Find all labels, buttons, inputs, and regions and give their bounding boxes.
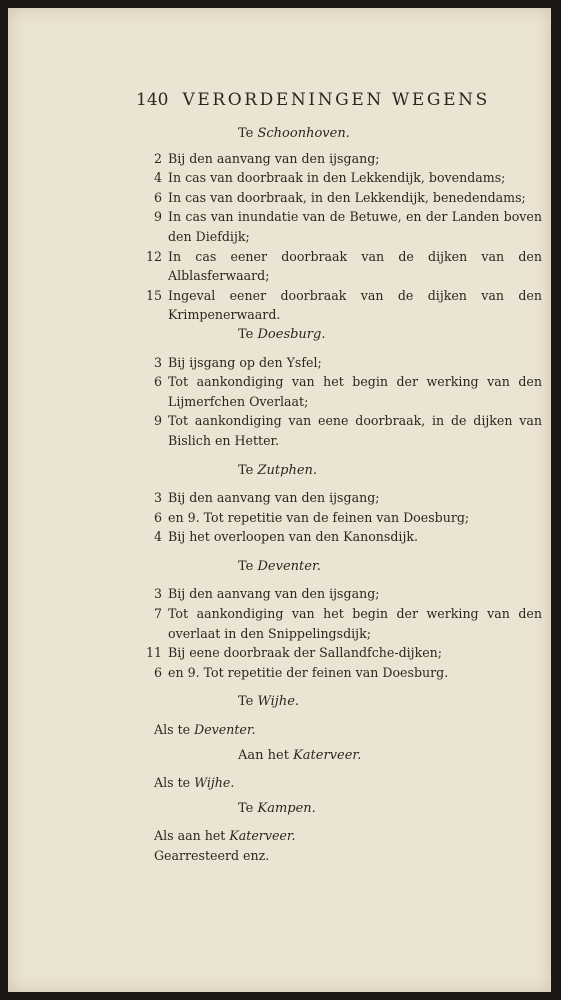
- heading-schoonhoven: Te Schoonhoven.: [238, 126, 350, 141]
- heading-wijhe: Te Wijhe.: [238, 694, 300, 710]
- list-item: 6 In cas van doorbraak, in den Lekkendijk, benedendams;: [153, 189, 526, 205]
- list-doesburg: [142, 353, 542, 451]
- book-page: [8, 8, 551, 992]
- text-line-kampen: Als aan het Katerveer.: [154, 828, 296, 844]
- list-item: 2 Bij den aanvang van den ijsgang;: [153, 150, 380, 166]
- list-item: 3 Bij ijsgang op den Ysfel;: [153, 354, 322, 370]
- list-item: 6 en 9. Tot repetitie der feinen van Doesburg.: [153, 664, 449, 680]
- list-zutphen: [142, 488, 542, 547]
- list-item: 11 Bij eene doorbraak der Sallandfche-dijken;: [145, 645, 443, 661]
- heading-deventer: Te Deventer.: [238, 558, 321, 574]
- list-item: 3 Bij den aanvang van den ijsgang;: [153, 586, 380, 602]
- list-item: 4 In cas van doorbraak in den Lekkendijk, bovendams;: [153, 170, 506, 186]
- heading-doesburg: Te Doesburg.: [238, 326, 326, 342]
- running-header: [136, 90, 496, 110]
- running-title: VERORDENINGEN WEGENS: [182, 90, 490, 110]
- list-item: 9 Tot aankondiging van eene doorbraak, in de dijken van Bislich en Hetter.: [153, 413, 542, 448]
- heading-katerveer: Aan het Katerveer.: [238, 747, 362, 763]
- list-item: 15 Ingeval eener doorbraak van de dijken van den Krimpenerwaard.: [145, 287, 542, 323]
- list-item: 4 Bij het overloopen van den Kanonsdijk.: [153, 529, 418, 545]
- closing-line: Gearresteerd enz.: [154, 848, 270, 863]
- list-deventer: [142, 584, 542, 682]
- list-item: 3 Bij den aanvang van den ijsgang;: [153, 490, 380, 506]
- list-item: 6 Tot aankondiging van het begin der werking van den Lijmerfchen Overlaat;: [153, 374, 542, 409]
- list-item: 12 In cas eener doorbraak van de dijken van den Alblasferwaard;: [145, 248, 542, 284]
- list-item: 9 In cas van inundatie van de Betuwe, en der Landen boven den Diefdijk;: [153, 209, 542, 244]
- page-number: 140: [136, 90, 169, 110]
- text-line-wijhe: Als te Deventer.: [154, 722, 256, 738]
- text-line-katerveer: Als te Wijhe.: [154, 775, 235, 791]
- heading-zutphen: Te Zutphen.: [238, 462, 318, 478]
- heading-kampen: Te Kampen.: [238, 800, 316, 816]
- list-item: 7 Tot aankondiging van het begin der werking van den overlaat in den Snippelingsdijk;: [153, 606, 542, 641]
- page-body: [142, 124, 542, 866]
- list-item: 6 en 9. Tot repetitie van de feinen van Doesburg;: [153, 509, 470, 525]
- list-schoonhoven: [142, 149, 542, 325]
